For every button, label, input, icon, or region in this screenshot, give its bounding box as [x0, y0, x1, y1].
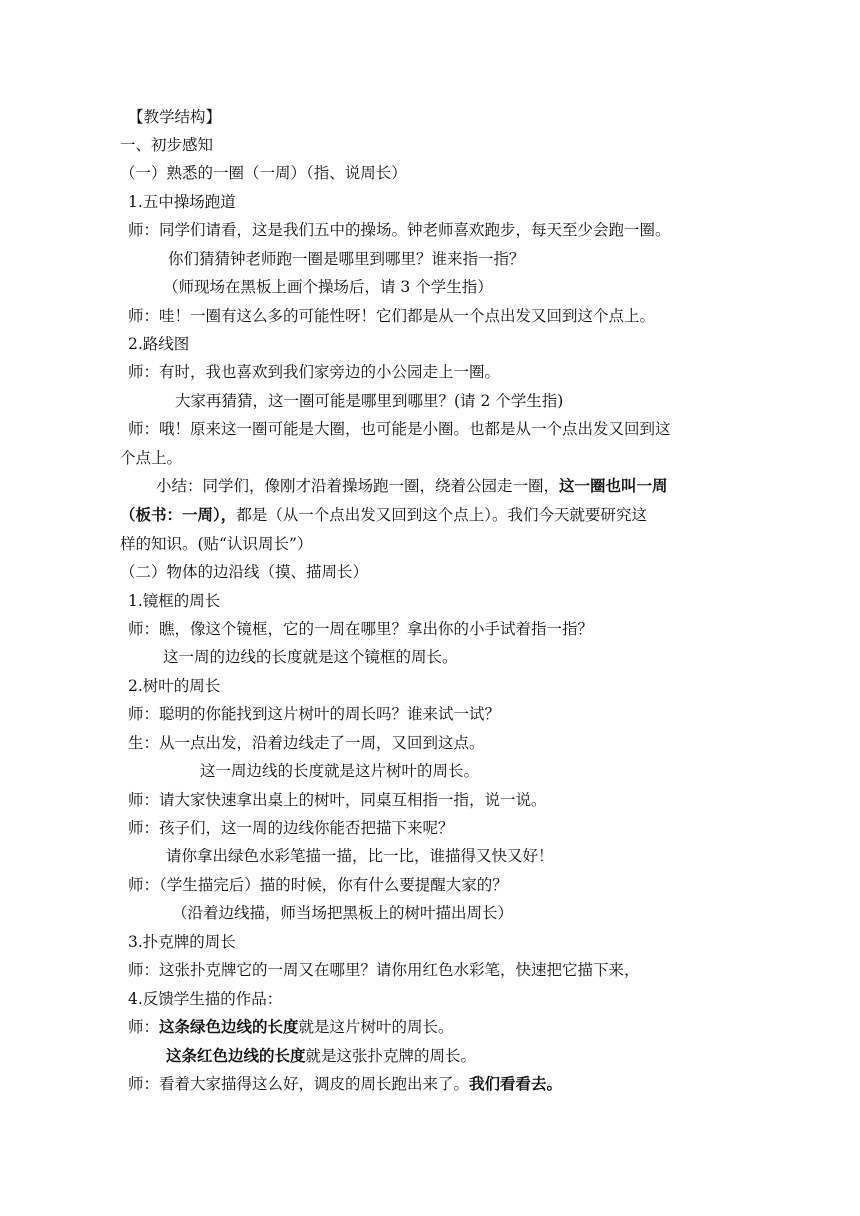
bold-text-segment: 这一圈也叫一周	[559, 476, 668, 495]
text-segment: 小结：同学们，像刚才沿着操场跑一圈，绕着公园走一圈，	[156, 477, 560, 495]
text-segment: 这一周的边线的长度就是这个镜框的周长。	[163, 648, 458, 666]
text-line	[175, 390, 563, 412]
text-line	[128, 361, 500, 383]
text-segment: 生：从一点出发，沿着边线走了一周，又回到这点。	[128, 734, 485, 752]
text-line	[128, 333, 189, 355]
text-line	[128, 817, 454, 839]
text-segment: 师：同学们请看，这是我们五中的操场。钟老师喜欢跑步，每天至少会跑一圈。	[128, 221, 671, 239]
text-segment: 请你拿出绿色水彩笔描一描，比一比，谁描得又快又好！	[166, 847, 554, 865]
text-segment: 都是（从一个点出发又回到这个点上）。我们今天就要研究这	[236, 506, 648, 524]
text-segment: 师：哦！原来这一圈可能是大圈，也可能是小圈。也都是从一个点出发又回到这	[128, 420, 671, 438]
text-segment: 师：哇！一圈有这么多的可能性呀！它们都是从一个点出发又回到这个点上。	[128, 307, 656, 325]
text-line	[128, 732, 485, 754]
text-line	[120, 561, 368, 583]
text-line	[128, 874, 508, 896]
bold-text-segment: 我们看看去。	[469, 1074, 563, 1093]
text-segment: 大家再猜猜，这一圈可能是哪里到哪里？(请 2 个学生指)	[175, 392, 564, 410]
text-line	[128, 931, 236, 953]
text-segment: 2.路线图	[128, 335, 190, 353]
text-segment: 这一周边线的长度就是这片树叶的周长。	[200, 762, 480, 780]
text-segment: 就是这片树叶的周长。	[298, 1018, 454, 1036]
text-line	[168, 248, 525, 270]
text-segment: （沿着边线描，师当场把黑板上的树叶描出周长）	[172, 904, 514, 922]
text-line	[128, 219, 671, 241]
text-segment: 师：瞧，像这个镜框，它的一周在哪里？拿出你的小手试着指一指？	[128, 620, 594, 638]
text-line	[120, 447, 182, 469]
text-line	[128, 675, 220, 697]
text-segment: 个点上。	[120, 449, 183, 467]
text-segment: 师：看着大家描得这么好，调皮的周长跑出来了。	[128, 1075, 470, 1093]
text-segment: 师：请大家快速拿出桌上的树叶，同桌互相指一指，说一说。	[128, 791, 547, 809]
text-line	[128, 590, 220, 612]
text-line	[128, 191, 236, 213]
text-line	[128, 618, 593, 640]
text-segment: （一）熟悉的一圈（一周）（指、说周长）	[120, 164, 407, 182]
text-segment: 【教学结构】	[128, 108, 222, 126]
text-segment: 师：	[128, 1018, 160, 1036]
text-line	[128, 106, 221, 128]
text-segment: （二）物体的边沿线（摸、描周长）	[120, 563, 369, 581]
text-line	[166, 1045, 476, 1067]
text-segment: （师现场在黑板上画个操场后，请 3 个学生指）	[163, 278, 493, 296]
text-line	[156, 475, 668, 497]
text-segment: 师：这张扑克牌它的一周又在哪里？请你用红色水彩笔，快速把它描下来，	[128, 961, 640, 979]
text-line	[166, 845, 554, 867]
text-line	[163, 276, 493, 298]
text-line	[128, 1073, 562, 1095]
bold-text-segment: 这条绿色边线的长度	[159, 1017, 299, 1036]
text-segment: 样的知识。(贴“认识周长”）	[120, 535, 313, 553]
text-segment: 一、初步感知	[120, 136, 214, 154]
text-line	[128, 988, 282, 1010]
text-segment: 1.五中操场跑道	[128, 193, 236, 211]
text-line	[128, 789, 547, 811]
text-line	[120, 162, 407, 184]
text-segment: 师：孩子们，这一周的边线你能否把描下来呢？	[128, 819, 454, 837]
text-line	[120, 134, 213, 156]
text-line	[120, 504, 647, 526]
text-segment: 1.镜框的周长	[128, 592, 221, 610]
text-line	[200, 760, 479, 782]
text-segment: 4.反馈学生描的作品：	[128, 990, 283, 1008]
bold-text-segment: （板书：一周），	[120, 505, 237, 524]
text-line	[163, 646, 458, 668]
bold-text-segment: 这条红色边线的长度	[166, 1046, 306, 1065]
text-segment: 3.扑克牌的周长	[128, 933, 236, 951]
text-line	[128, 1016, 454, 1038]
text-line	[128, 703, 500, 725]
text-line	[172, 902, 513, 924]
text-segment: 就是这张扑克牌的周长。	[305, 1047, 477, 1065]
text-segment: 你们猜猜钟老师跑一圈是哪里到哪里？谁来指一指？	[168, 250, 525, 268]
text-line	[128, 305, 655, 327]
text-segment: 2.树叶的周长	[128, 677, 221, 695]
text-segment: 师：（学生描完后）描的时候，你有什么要提醒大家的？	[128, 876, 508, 894]
text-line	[128, 959, 640, 981]
text-line	[120, 533, 312, 555]
text-line	[128, 418, 671, 440]
text-segment: 师：聪明的你能找到这片树叶的周长吗？谁来试一试？	[128, 705, 501, 723]
text-segment: 师：有时，我也喜欢到我们家旁边的小公园走上一圈。	[128, 363, 501, 381]
